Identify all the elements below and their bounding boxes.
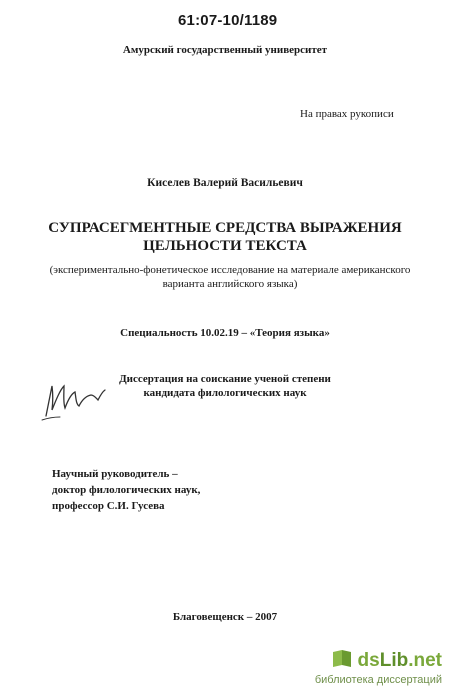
dissertation-title xyxy=(0,219,450,255)
dissertation-degree xyxy=(0,372,450,400)
title-line: ЦЕЛЬНОСТИ ТЕКСТА xyxy=(143,238,307,254)
watermark-subtitle: библиотека диссертаций xyxy=(314,674,442,686)
specialty: Специальность 10.02.19 – «Теория языка» xyxy=(120,327,330,339)
subtitle-line: (экспериментально-фонетическое исследование на материале американского xyxy=(49,264,411,276)
supervisor-line: профессор С.И. Гусева xyxy=(52,500,165,512)
supervisor-line: доктор филологических наук, xyxy=(52,484,201,496)
university-name: Амурский государственный университет xyxy=(122,44,328,56)
degree-line: Диссертация на соискание ученой степени xyxy=(119,373,331,385)
degree-line: кандидата филологических наук xyxy=(143,387,307,399)
title-line: СУПРАСЕГМЕНТНЫЕ СРЕДСТВА ВЫРАЖЕНИЯ xyxy=(48,220,402,236)
book-icon xyxy=(331,648,353,673)
supervisor-line: Научный руководитель – xyxy=(52,468,178,480)
dissertation-subtitle xyxy=(20,263,440,291)
author-name: Киселев Валерий Васильевич xyxy=(147,177,303,189)
watermark-logo: dsLib.net xyxy=(357,649,442,671)
rights-note: На правах рукописи xyxy=(300,108,394,120)
supervisor-block xyxy=(52,466,200,514)
city-year: Благовещенск – 2007 xyxy=(172,611,278,623)
dslib-watermark xyxy=(315,648,442,686)
document-code: 61:07-10/1189 xyxy=(178,12,278,29)
subtitle-line: варианта английского языка) xyxy=(162,278,298,290)
